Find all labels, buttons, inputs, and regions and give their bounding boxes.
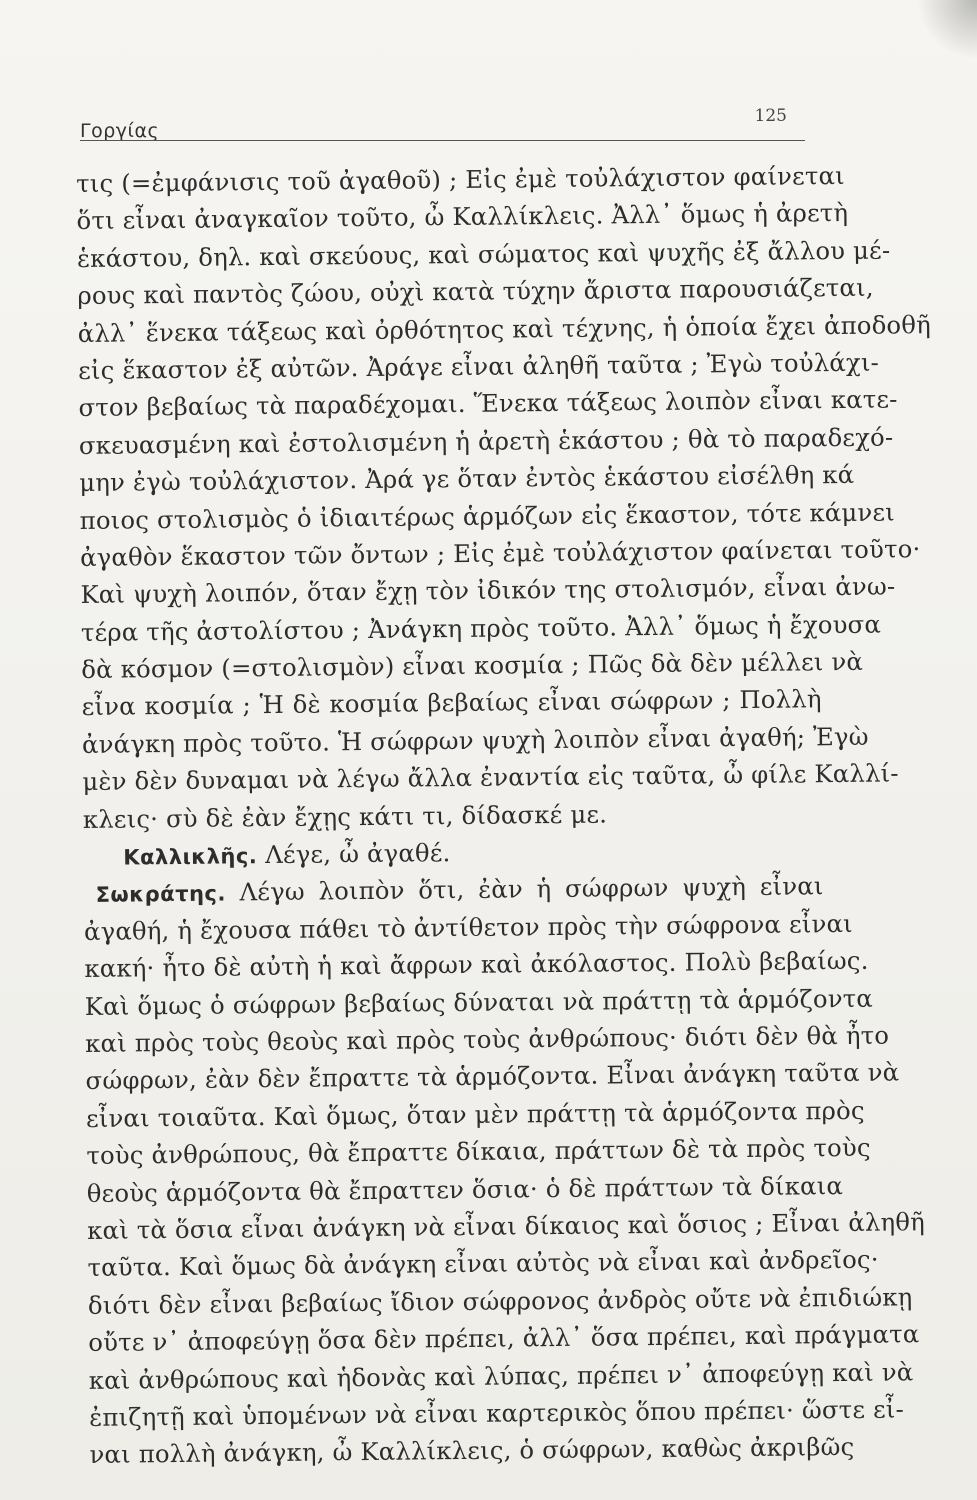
text-line: Καὶ ὅμως ὁ σώφρων βεβαίως δύναται νὰ πράττῃ τὰ ἁρμόζοντα xyxy=(84,983,874,1021)
text-line: ναι πολλὴ ἀνάγκη, ὦ Καλλίκλεις, ὁ σώφρων, καθὼς ἀκριβῶς xyxy=(89,1432,855,1470)
page-number: 125 xyxy=(754,106,787,126)
text-line: Καὶ ψυχὴ λοιπόν, ὅταν ἔχῃ τὸν ἰδικόν της στολισμόν, εἶναι ἀνω- xyxy=(80,571,896,610)
text-line: εἰς ἕκαστον ἐξ αὐτῶν. Ἀράγε εἶναι ἀληθῆ ταῦτα ; Ἐγὼ τοὐλάχι- xyxy=(77,347,880,385)
text-line: ταῦτα. Καὶ ὅμως δὰ ἀνάγκη εἶναι αὐτὸς νὰ εἶναι καὶ ἀνδρεῖος· xyxy=(87,1244,879,1283)
text-line: μην ἐγὼ τοὐλάχιστον. Ἀρά γε ὅταν ἐντὸς ἑκάστου εἰσέλθη κά xyxy=(79,459,855,498)
text-line: ὅτι εἶναι ἀναγκαῖον τοῦτο, ὦ Καλλίκλεις. Ἀλλ᾽ ὅμως ἡ ἀρετὴ xyxy=(76,198,849,236)
text-line: εἶνα κοσμία ; Ἡ δὲ κοσμία βεβαίως εἶναι σώφρων ; Πολλὴ xyxy=(81,684,822,722)
page-corner-stain xyxy=(917,0,977,60)
text-line: σώφρων, ἐὰν δὲν ἔπραττε τὰ ἁρμόζοντα. Εἶναι ἀνάγκη ταῦτα νὰ xyxy=(85,1057,900,1096)
text-line: καὶ ἀνθρώπους καὶ ἡδονὰς καὶ λύπας, πρέπει ν᾽ ἀποφεύγῃ καὶ νὰ xyxy=(88,1356,914,1395)
text-line: οὔτε ν᾽ ἀποφεύγῃ ὅσα δὲν πρέπει, ἀλλ᾽ ὅσα πρέπει, καὶ πράγματα xyxy=(88,1319,920,1358)
text-line: ποιος στολισμὸς ὁ ἰδιαιτέρως ἁρμόζων εἰς ἕκαστον, τότε κάμνει xyxy=(79,496,896,535)
text-line: στον βεβαίως τὰ παραδέχομαι. Ἕνεκα τάξεως λοιπὸν εἶναι κατε- xyxy=(78,384,898,423)
text-line: ἀγαθὸν ἕκαστον τῶν ὄντων ; Εἰς ἐμὲ τοὐλάχιστον φαίνεται τοῦτο· xyxy=(79,534,921,572)
running-title: Γοργίας xyxy=(80,120,160,142)
text-line: εἶναι τοιαῦτα. Καὶ ὅμως, ὅταν μὲν πράττῃ τὰ ἁρμόζοντα πρὸς xyxy=(85,1095,865,1133)
text-line: τις (=ἐμφάνισις τοῦ ἀγαθοῦ) ; Εἰς ἐμὲ τοὐλάχιστον φαίνεται xyxy=(76,160,845,198)
speaker-name-sokrates: Σωκράτης. xyxy=(95,881,227,908)
text-line: κακή· ἦτο δὲ αὐτὴ ἡ καὶ ἄφρων καὶ ἀκόλαστος. Πολὺ βεβαίως. xyxy=(84,945,869,984)
text-line: ἐπιζητῇ καὶ ὑπομένων νὰ εἶναι καρτερικὸς ὅπου πρέπει· ὥστε εἶ- xyxy=(88,1394,905,1432)
text-line: θεοὺς ἁρμόζοντα θὰ ἔπραττεν ὅσια· ὁ δὲ πράττων τὰ δίκαια xyxy=(86,1170,844,1208)
text-line: κλεις· σὺ δὲ ἐὰν ἔχῃς κάτι τι, δίδασκέ με. xyxy=(82,799,608,834)
text-line: ἑκάστου, δηλ. καὶ σκεύους, καὶ σώματος καὶ ψυχῆς ἐξ ἄλλου μέ- xyxy=(76,235,891,273)
text-line: διότι δὲν εἶναι βεβαίως ἴδιον σώφρονος ἀνδρὸς οὔτε νὰ ἐπιδιώκῃ xyxy=(87,1282,913,1320)
text-line: καὶ πρὸς τοὺς θεοὺς καὶ πρὸς τοὺς ἀνθρώπους· διότι δὲν θὰ ἦτο xyxy=(85,1020,890,1058)
speech-text: Λέγω λοιπὸν ὅτι, ἐὰν ἡ σώφρων ψυχὴ εἶναι xyxy=(239,871,824,907)
text-line: ρους καὶ παντὸς ζώου, οὐχὶ κατὰ τύχην ἄριστα παρουσιάζεται, xyxy=(77,272,874,311)
text-line: μὲν δὲν δυναμαι νὰ λέγω ἄλλα ἐναντία εἰς ταῦτα, ὦ φίλε Καλλί- xyxy=(82,758,899,797)
speech-text: Λέγε, ὦ ἀγαθέ. xyxy=(265,838,451,870)
text-line: τοὺς ἀνθρώπους, θὰ ἔπραττε δίκαια, πράττων δὲ τὰ πρὸς τοὺς xyxy=(86,1132,871,1171)
speaker-name-kallikles: Καλλικλῆς. xyxy=(123,844,258,870)
header-rule xyxy=(80,140,805,141)
body-text xyxy=(76,157,932,1473)
text-line: καὶ τὰ ὅσια εἶναι ἀνάγκη νὰ εἶναι δίκαιος καὶ ὅσιος ; Εἶναι ἀληθῆ xyxy=(87,1207,926,1245)
text-line: ἀνάγκη πρὸς τοῦτο. Ἡ σώφρων ψυχὴ λοιπὸν εἶναι ἀγαθή; Ἐγὼ xyxy=(81,721,869,759)
text-line: δὰ κόσμον (=στολισμὸν) εἶναι κοσμία ; Πῶς δὰ δὲν μέλλει νὰ xyxy=(81,646,864,685)
text-line: σκευασμένη καὶ ἐστολισμένη ἡ ἀρετὴ ἑκάστου ; θὰ τὸ παραδεχό- xyxy=(78,422,894,460)
text-line: ἀγαθή, ἡ ἔχουσα πάθει τὸ ἀντίθετον πρὸς τὴν σώφρονα εἶναι xyxy=(83,908,853,946)
text-line: τέρα τῆς ἀστολίστου ; Ἀνάγκη πρὸς τοῦτο. Ἀλλ᾽ ὅμως ἡ ἔχουσα xyxy=(80,609,882,647)
text-line: ἀλλ᾽ ἕνεκα τάξεως καὶ ὀρθότητος καὶ τέχνης, ἡ ὁποία ἔχει ἀποδοθῆ xyxy=(77,309,932,348)
page-header xyxy=(80,100,805,140)
